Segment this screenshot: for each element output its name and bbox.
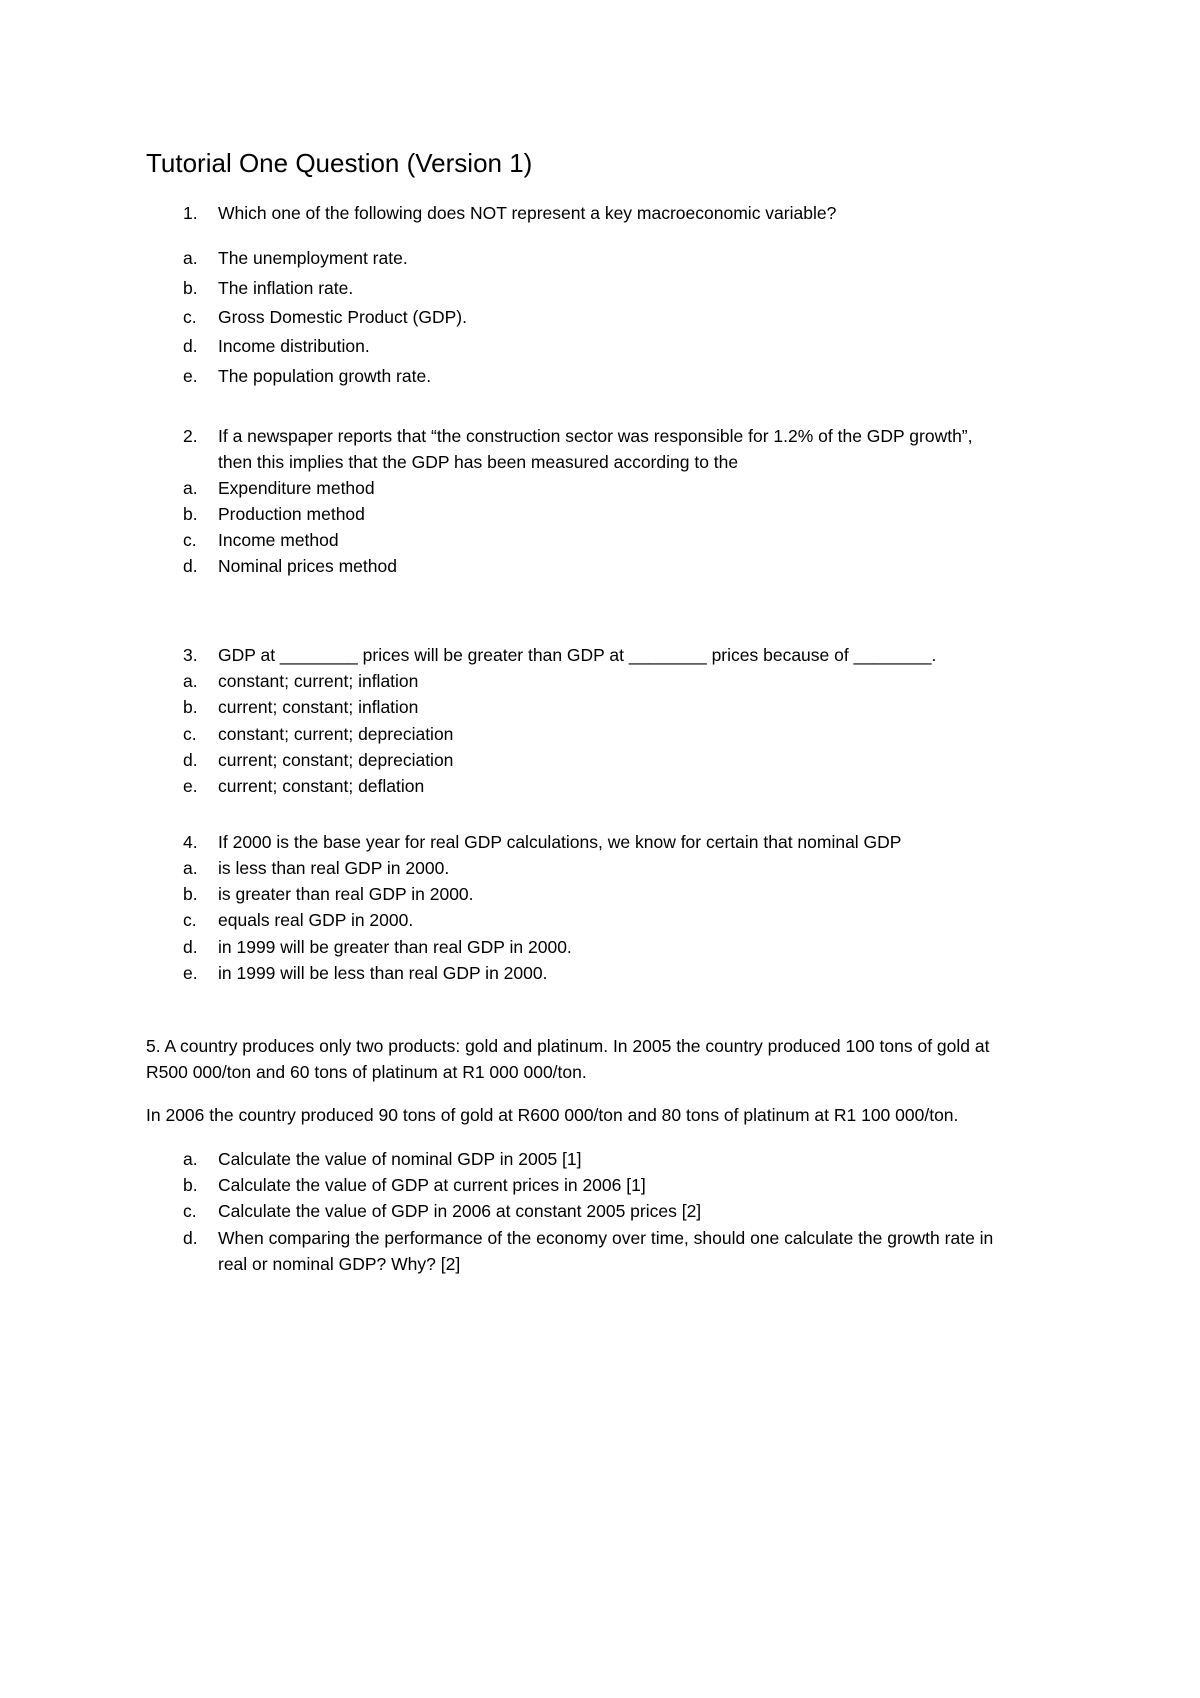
q3-option-c: constant; current; depreciation — [218, 724, 454, 744]
q2-option-d: Nominal prices method — [218, 556, 397, 576]
page-title: Tutorial One Question (Version 1) — [146, 148, 533, 178]
q1-option-e-letter: e. — [183, 366, 198, 386]
q4-option-e: in 1999 will be less than real GDP in 2000. — [218, 963, 548, 983]
q1-number: 1. — [183, 203, 198, 223]
q5-intro-line1: 5. A country produces only two products: gold and platinum. In 2005 the country produced 100 tons of gold at — [146, 1036, 990, 1056]
q3-text: GDP at ________ prices will be greater than GDP at ________ prices because of ________. — [218, 645, 937, 665]
q5-para2: In 2006 the country produced 90 tons of gold at R600 000/ton and 80 tons of platinum at R1 100 000/ton. — [146, 1105, 959, 1125]
q4-option-d: in 1999 will be greater than real GDP in 2000. — [218, 937, 572, 957]
q2-text-line1: If a newspaper reports that “the construction sector was responsible for 1.2% of the GDP growth”, — [218, 426, 973, 446]
q5-option-d-line2: real or nominal GDP? Why? [2] — [218, 1254, 461, 1274]
q4-option-c: equals real GDP in 2000. — [218, 910, 414, 930]
q1-option-d: Income distribution. — [218, 336, 370, 356]
q1-option-c: Gross Domestic Product (GDP). — [218, 307, 467, 327]
q3-number: 3. — [183, 645, 198, 665]
q2-number: 2. — [183, 426, 198, 446]
q3-option-b: current; constant; inflation — [218, 697, 419, 717]
q1-option-a: The unemployment rate. — [218, 248, 408, 268]
q4-text: If 2000 is the base year for real GDP calculations, we know for certain that nominal GDP — [218, 832, 902, 852]
q1-option-d-letter: d. — [183, 336, 198, 356]
q5-option-b: Calculate the value of GDP at current prices in 2006 [1] — [218, 1175, 646, 1195]
q4-option-b-letter: b. — [183, 884, 198, 904]
q3-option-c-letter: c. — [183, 724, 197, 744]
q1-option-b-letter: b. — [183, 278, 198, 298]
q5-option-d-letter: d. — [183, 1228, 198, 1248]
q4-option-a: is less than real GDP in 2000. — [218, 858, 450, 878]
q3-option-a: constant; current; inflation — [218, 671, 419, 691]
q3-option-a-letter: a. — [183, 671, 198, 691]
q5-option-a-letter: a. — [183, 1149, 198, 1169]
q5-option-c-letter: c. — [183, 1201, 197, 1221]
q5-option-c: Calculate the value of GDP in 2006 at constant 2005 prices [2] — [218, 1201, 702, 1221]
q3-option-e: current; constant; deflation — [218, 776, 425, 796]
q3-option-d-letter: d. — [183, 750, 198, 770]
q4-option-a-letter: a. — [183, 858, 198, 878]
q4-number: 4. — [183, 832, 198, 852]
q5-option-a: Calculate the value of nominal GDP in 2005 [1] — [218, 1149, 582, 1169]
q3-option-d: current; constant; depreciation — [218, 750, 454, 770]
q2-option-c: Income method — [218, 530, 339, 550]
q1-option-b: The inflation rate. — [218, 278, 354, 298]
q3-option-e-letter: e. — [183, 776, 198, 796]
q2-option-c-letter: c. — [183, 530, 197, 550]
q4-option-e-letter: e. — [183, 963, 198, 983]
q1-option-e: The population growth rate. — [218, 366, 432, 386]
q2-option-b: Production method — [218, 504, 365, 524]
q3-option-b-letter: b. — [183, 697, 198, 717]
q2-text-line2: then this implies that the GDP has been measured according to the — [218, 452, 739, 472]
q5-option-b-letter: b. — [183, 1175, 198, 1195]
q4-option-b: is greater than real GDP in 2000. — [218, 884, 474, 904]
q2-option-a: Expenditure method — [218, 478, 375, 498]
q4-option-d-letter: d. — [183, 937, 198, 957]
q4-option-c-letter: c. — [183, 910, 197, 930]
q5-option-d-line1: When comparing the performance of the economy over time, should one calculate the growth rate in — [218, 1228, 994, 1248]
q5-intro-line2: R500 000/ton and 60 tons of platinum at R1 000 000/ton. — [146, 1062, 587, 1082]
q2-option-a-letter: a. — [183, 478, 198, 498]
q2-option-b-letter: b. — [183, 504, 198, 524]
q1-option-a-letter: a. — [183, 248, 198, 268]
q2-option-d-letter: d. — [183, 556, 198, 576]
q1-option-c-letter: c. — [183, 307, 197, 327]
q1-text: Which one of the following does NOT represent a key macroeconomic variable? — [218, 203, 837, 223]
